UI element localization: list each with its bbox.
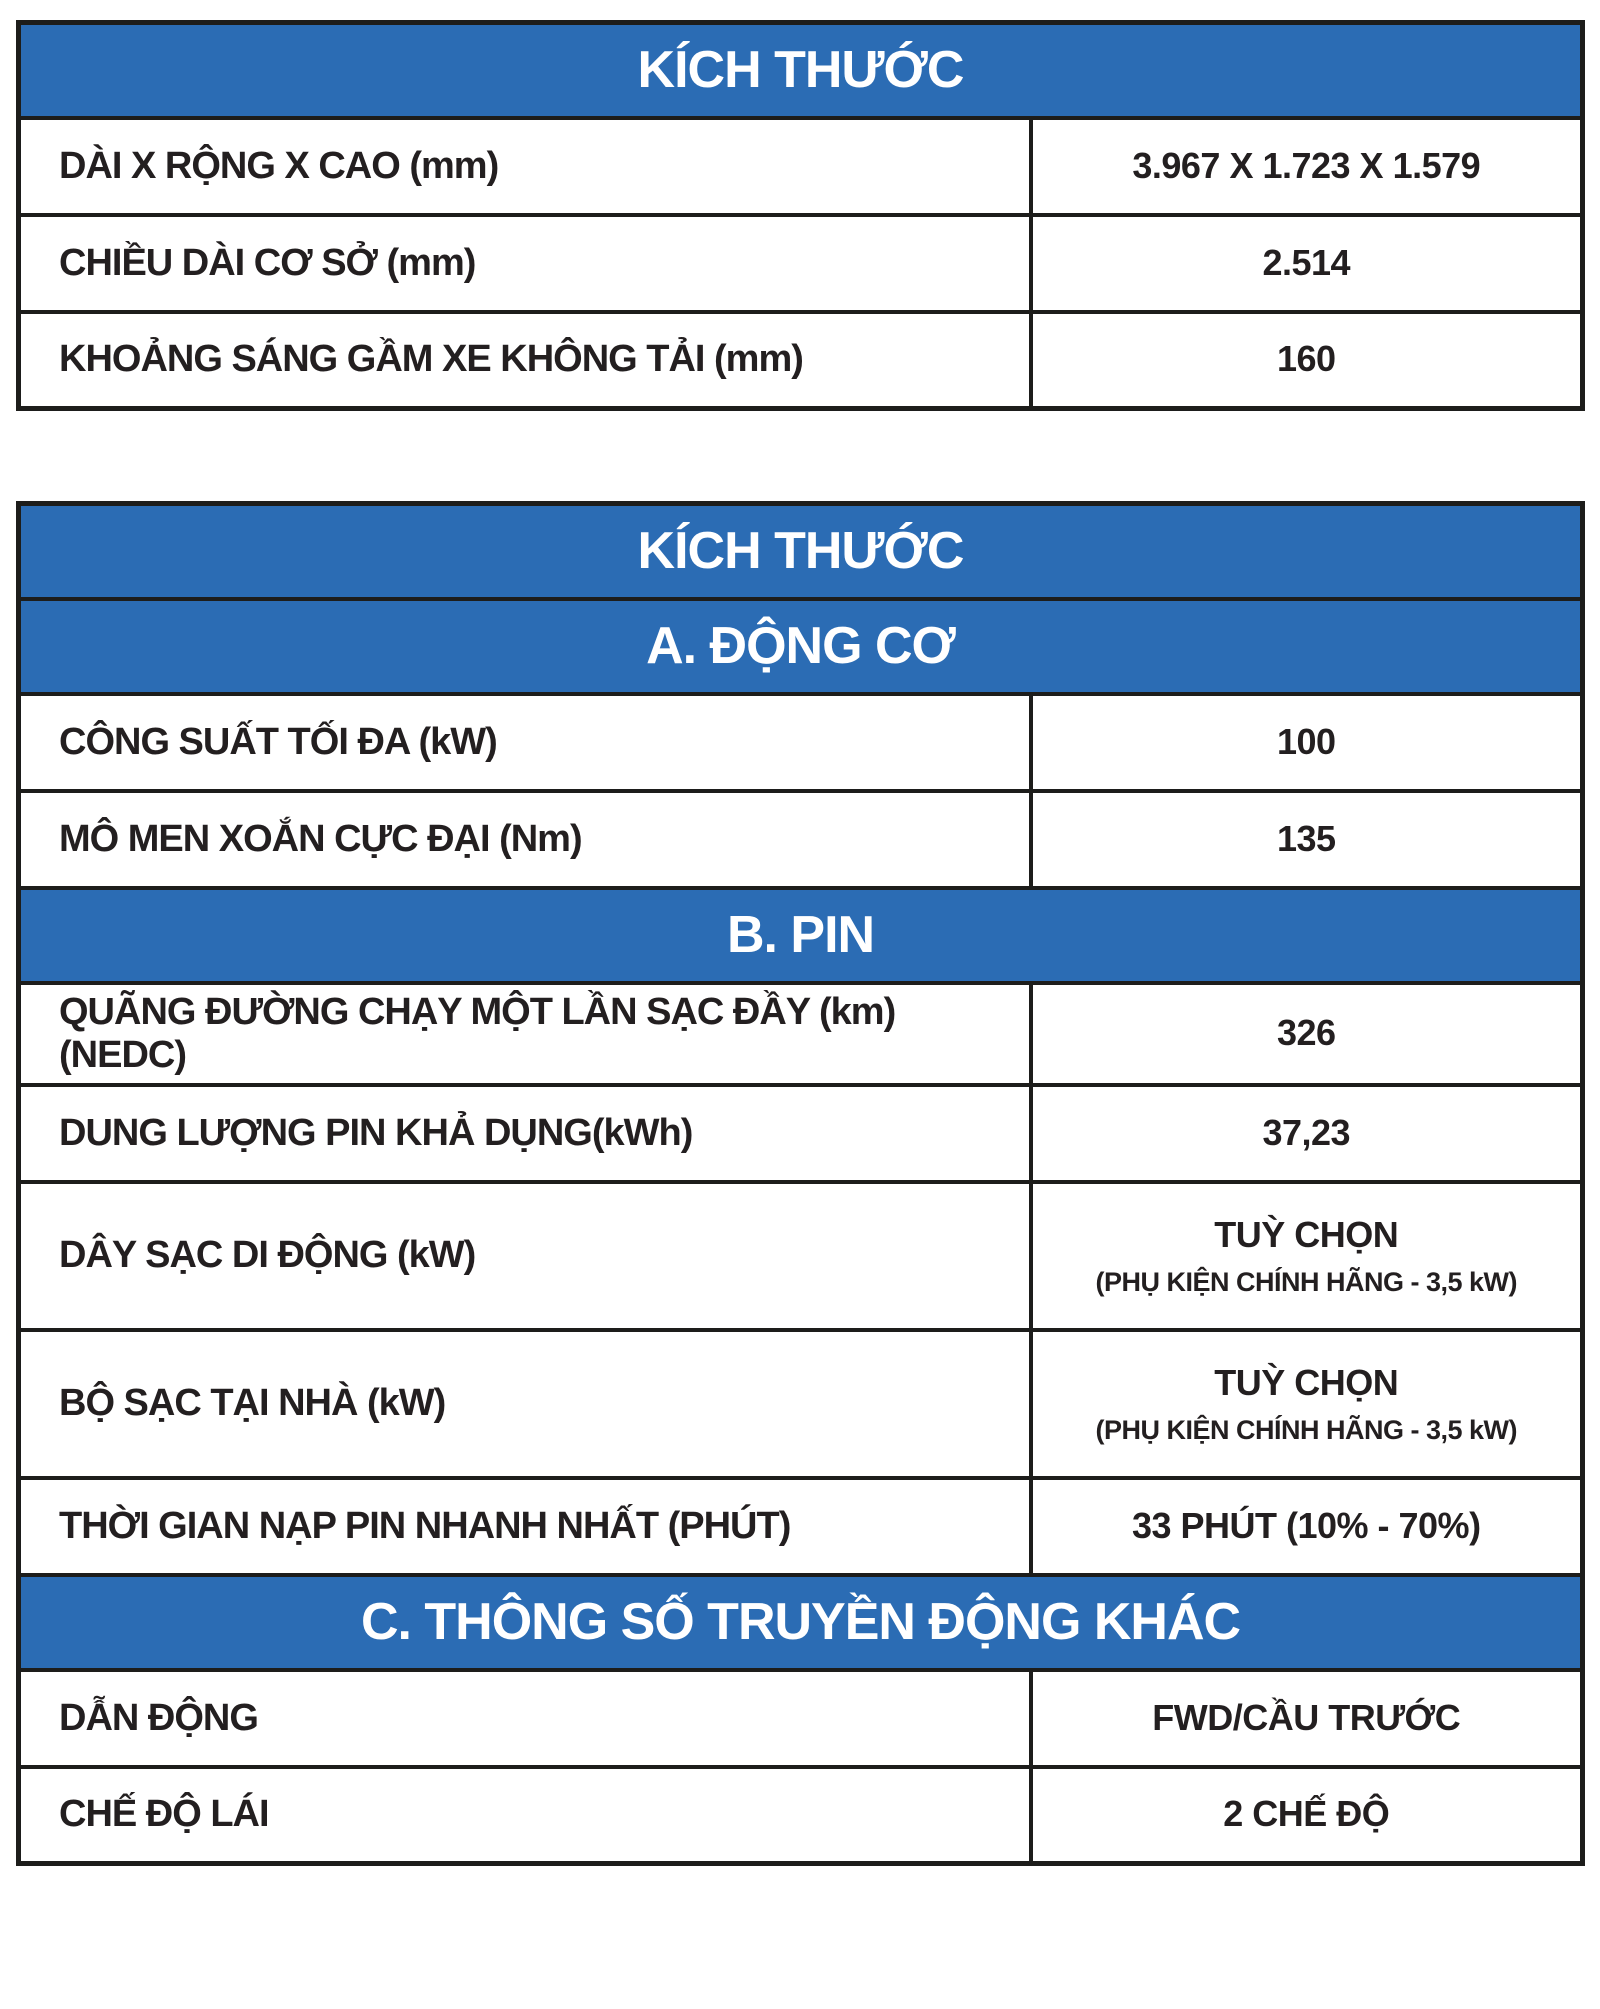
spec-label: KHOẢNG SÁNG GẦM XE KHÔNG TẢI (mm) [19,312,1031,409]
dimensions-summary-table-body [19,23,1583,409]
spec-value-main: TUỲ CHỌN [1214,1213,1399,1255]
spec-label: THỜI GIAN NẠP PIN NHANH NHẤT (PHÚT) [19,1478,1031,1575]
spec-value-main: 3.967 X 1.723 X 1.579 [1132,144,1481,186]
spec-value-main: 100 [1276,720,1336,762]
spec-value [1031,1330,1583,1478]
spec-value [1031,118,1583,215]
section-header-row [19,888,1583,983]
spec-value-note: (PHỤ KIỆN CHÍNH HÃNG - 3,5 kW) [1095,1414,1518,1445]
spec-row [19,118,1583,215]
spec-value [1031,694,1583,791]
spec-value [1031,1478,1583,1575]
section-header: A. ĐỘNG CƠ [19,599,1583,694]
spec-value-main: 326 [1276,1012,1336,1054]
technical-specifications-table-body [19,504,1583,1864]
spec-value [1031,312,1583,409]
spec-value [1031,1670,1583,1767]
spec-row [19,215,1583,312]
spec-label: DẪN ĐỘNG [19,1670,1031,1767]
spec-label: MÔ MEN XOẮN CỰC ĐẠI (Nm) [19,791,1031,888]
spec-row [19,983,1583,1085]
spec-value-main: 2 CHẾ ĐỘ [1223,1793,1390,1835]
section-header: C. THÔNG SỐ TRUYỀN ĐỘNG KHÁC [19,1575,1583,1670]
spec-label: QUÃNG ĐƯỜNG CHẠY MỘT LẦN SẠC ĐẦY (km) (NEDC) [19,983,1031,1085]
section-header: KÍCH THƯỚC [19,23,1583,118]
spec-row [19,312,1583,409]
spec-label: DUNG LƯỢNG PIN KHẢ DỤNG(kWh) [19,1085,1031,1182]
spec-value [1031,983,1583,1085]
technical-specifications-table [16,501,1585,1866]
spec-row [19,1085,1583,1182]
spec-row [19,1767,1583,1864]
spec-label: DÀI X RỘNG X CAO (mm) [19,118,1031,215]
section-header-row [19,1575,1583,1670]
spec-value-main: 33 PHÚT (10% - 70%) [1131,1504,1481,1546]
spec-label: DÂY SẠC DI ĐỘNG (kW) [19,1182,1031,1330]
dimensions-summary-table [16,20,1585,411]
spec-value-main: 2.514 [1262,241,1351,283]
spec-label: CHIỀU DÀI CƠ SỞ (mm) [19,215,1031,312]
spec-label: BỘ SẠC TẠI NHÀ (kW) [19,1330,1031,1478]
section-header-row [19,504,1583,599]
spec-value-main: FWD/CẦU TRƯỚC [1152,1696,1461,1738]
spec-label: CHẾ ĐỘ LÁI [19,1767,1031,1864]
spec-value-main: TUỲ CHỌN [1214,1361,1399,1403]
section-header: KÍCH THƯỚC [19,504,1583,599]
spec-row [19,791,1583,888]
spec-value [1031,1767,1583,1864]
section-header: B. PIN [19,888,1583,983]
spec-value-main: 37,23 [1262,1111,1351,1153]
spec-value-main: 160 [1276,338,1336,380]
spec-value [1031,791,1583,888]
spec-value-note: (PHỤ KIỆN CHÍNH HÃNG - 3,5 kW) [1095,1266,1518,1297]
spec-value [1031,1182,1583,1330]
spec-row [19,694,1583,791]
section-header-row [19,23,1583,118]
spec-value [1031,1085,1583,1182]
spec-row [19,1330,1583,1478]
spec-row [19,1670,1583,1767]
spec-label: CÔNG SUẤT TỐI ĐA (kW) [19,694,1031,791]
spec-value-main: 135 [1276,817,1336,859]
spec-row [19,1478,1583,1575]
section-header-row [19,599,1583,694]
spec-row [19,1182,1583,1330]
spec-value [1031,215,1583,312]
